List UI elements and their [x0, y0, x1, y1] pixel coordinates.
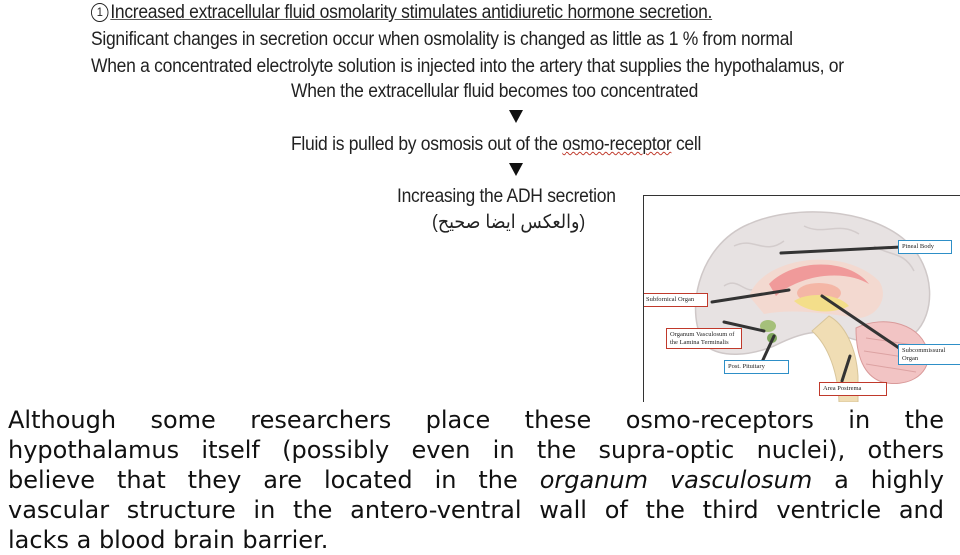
notes-line-arabic: (والعكس ايضا صحيح) [432, 212, 586, 233]
label-ovlt: Organum Vasculosum of the Lamina Terminalis [666, 328, 742, 349]
down-arrow-icon [509, 163, 523, 176]
label-area-postrema: Area Postrema [819, 382, 887, 396]
paragraph-line-3-post: a highly [812, 466, 944, 494]
paragraph-line-3 [8, 465, 944, 495]
paragraph-line-3-pre: believe that they are located in the [8, 466, 540, 494]
notes-title-text: Increased extracellular fluid osmolarity stimulates antidiuretic hormone secretion. [110, 2, 713, 23]
paragraph-line-5: lacks a blood brain barrier. [8, 526, 329, 554]
body-paragraph [8, 405, 944, 555]
brain-circumventricular-diagram [643, 195, 960, 402]
label-pineal-body: Pineal Body [898, 240, 952, 254]
notes-title [91, 2, 712, 24]
circled-number-marker: 1 [91, 3, 108, 22]
notes-line-injection: When a concentrated electrolyte solution is injected into the artery that supplies the hypothalamus, or [91, 56, 844, 77]
paragraph-line-2: hypothalamus itself (possibly even in the supra-optic nuclei), others [8, 436, 944, 464]
notes-line-concentrated: When the extracellular fluid becomes too concentrated [291, 81, 699, 102]
osmosis-text-pre: Fluid is pulled by osmosis out of the [291, 134, 563, 155]
notes-line-adh: Increasing the ADH secretion [397, 186, 616, 207]
notes-line-osmosis [291, 134, 701, 156]
paragraph-line-1: Although some researchers place these osmo-receptors in the [8, 406, 944, 434]
label-post-pituitary: Post. Pituitary [724, 360, 789, 374]
notes-line-secretion: Significant changes in secretion occur when osmolality is changed as little as 1 % from normal [91, 29, 793, 50]
down-arrow-icon [509, 110, 523, 123]
osmo-receptor-spellcheck-word: osmo-receptor [562, 134, 672, 155]
paragraph-line-4: vascular structure in the antero-ventral wall of the third ventricle and [8, 496, 944, 524]
label-subfornical-organ: Subfornical Organ [643, 293, 708, 307]
label-subcommissural-organ: Subcommissural Organ [898, 344, 960, 365]
organum-vasculosum-term: organum vasculosum [539, 466, 813, 494]
osmosis-text-post: cell [671, 134, 702, 155]
